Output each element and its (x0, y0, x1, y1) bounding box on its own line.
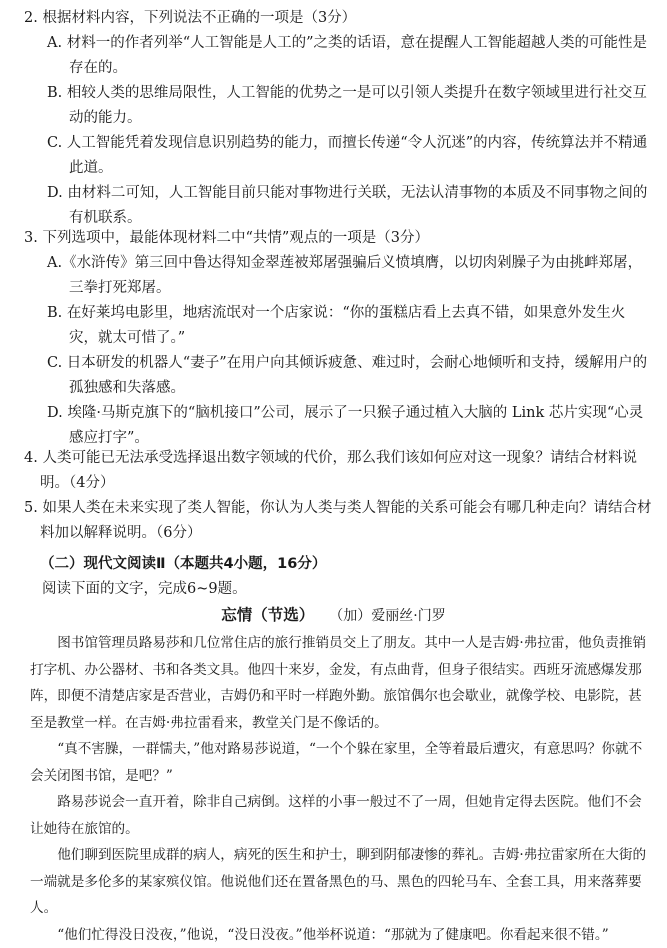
option-d: D. 由材料二可知，人工智能目前只能对事物进行关联，无法认清事物的本质及不同事物之间的有机联系。 (24, 181, 652, 231)
article-paragraph: “真不害臊，一群懦夫，”他对路易莎说道，“一个个躲在家里，全等着最后遭灾，有意思吗？你就不会关闭图书馆，是吧？” (30, 736, 652, 789)
article-author: （加）爱丽丝·门罗 (336, 608, 445, 624)
article-title-row (0, 603, 667, 629)
question-stem: 2. 根据材料内容，下列说法不正确的一项是（3分） (24, 6, 652, 31)
article-paragraph: 图书馆管理员路易莎和几位常住店的旅行推销员交上了朋友。其中一人是吉姆·弗拉雷，他负责推销打字机、办公器材、书和各类文具。他四十来岁，金发，有点曲背，但身子很结实。西班牙流感爆发那阵，即便不清楚店家是否营业，吉姆仍和平时一样跑外勤。旅馆偶尔也会歇业，就像学校、电影院，甚至是教堂一样。在吉姆·弗拉雷看来，教堂关门是不像话的。 (30, 630, 652, 736)
question-2 (24, 6, 652, 231)
question-5 (24, 496, 652, 546)
option-b: B. 在好莱坞电影里，地痞流氓对一个店家说：“你的蛋糕店看上去真不错，如果意外发生火灾，就太可惜了。” (24, 301, 652, 351)
article-paragraph: “他们忙得没日没夜，”他说，“没日没夜。”他举杯说道：“那就为了健康吧。你看起来很不错。” (30, 922, 652, 948)
question-4 (24, 446, 652, 496)
section-instruction: 阅读下面的文字，完成6~9题。 (40, 577, 652, 602)
question-stem: 3. 下列选项中，最能体现材料二中“共情”观点的一项是（3分） (24, 226, 652, 251)
question-3 (24, 226, 652, 451)
section-header (40, 552, 652, 602)
option-c: C. 日本研发的机器人“妻子”在用户向其倾诉疲惫、难过时，会耐心地倾听和支持，缓解用户的孤独感和失落感。 (24, 351, 652, 401)
article-body (30, 630, 652, 948)
option-a: A.《水浒传》第三回中鲁达得知金翠莲被郑屠强骗后义愤填膺，以切肉剁臊子为由挑衅郑屠，三拳打死郑屠。 (24, 251, 652, 301)
article-paragraph: 路易莎说会一直开着，除非自己病倒。这样的小事一般过不了一周，但她肯定得去医院。他们不会让她待在旅馆的。 (30, 789, 652, 842)
question-stem: 5. 如果人类在未来实现了类人智能，你认为人类与类人智能的关系可能会有哪几种走向？请结合材料加以解释说明。（6分） (24, 496, 652, 546)
article-title: 忘情（节选） (221, 606, 314, 624)
option-d: D. 埃隆·马斯克旗下的“脑机接口”公司，展示了一只猴子通过植入大脑的 Link 芯片实现“心灵感应打字”。 (24, 401, 652, 451)
option-c: C. 人工智能凭着发现信息识别趋势的能力，而擅长传递“令人沉迷”的内容，传统算法并不精通此道。 (24, 131, 652, 181)
question-stem: 4. 人类可能已无法承受选择退出数字领域的代价，那么我们该如何应对这一现象？请结合材料说明。（4分） (24, 446, 652, 496)
option-a: A. 材料一的作者列举“人工智能是人工的”之类的话语，意在提醒人工智能超越人类的可能性是存在的。 (24, 31, 652, 81)
option-b: B. 相较人类的思维局限性，人工智能的优势之一是可以引领人类提升在数字领域里进行社交互动的能力。 (24, 81, 652, 131)
section-title: （二）现代文阅读Ⅱ（本题共4小题，16分） (40, 552, 652, 577)
article-paragraph: 他们聊到医院里成群的病人，病死的医生和护士，聊到阴郁凄惨的葬礼。吉姆·弗拉雷家所在大街的一端就是多伦多的某家殡仪馆。他说他们还在置备黑色的马、黑色的四轮马车、全套工具，用来落葬要人。 (30, 842, 652, 922)
